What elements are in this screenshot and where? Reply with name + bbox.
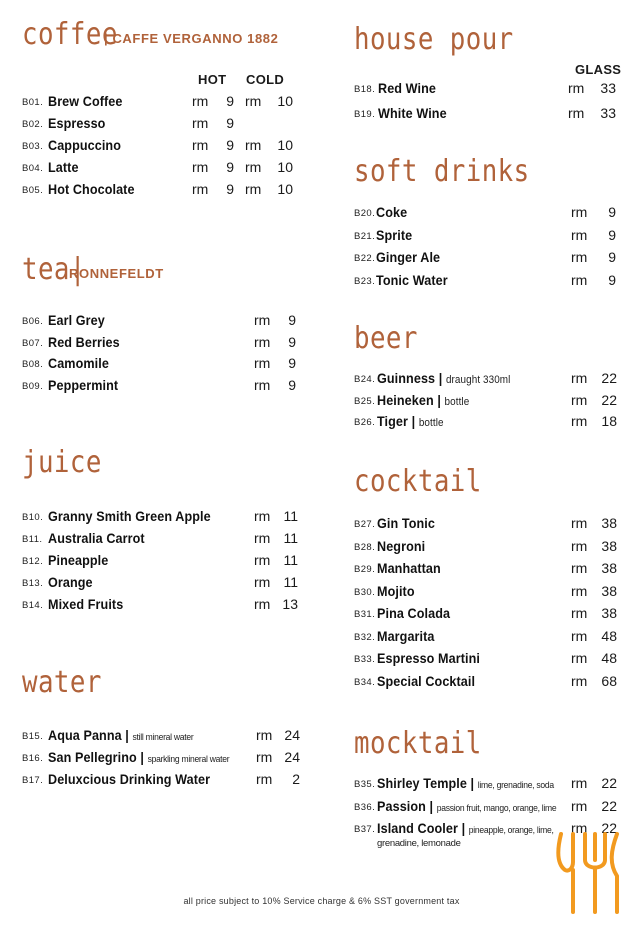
item-name [377,798,556,814]
item-name-text: Australia Carrot [48,530,145,546]
item-name-text: Red Berries [48,333,120,350]
item-note: bottle [444,395,470,408]
item-name [377,370,510,386]
item-name [48,334,120,350]
price-currency-cold: rm [245,93,262,109]
menu-item-row [22,137,312,157]
item-code: B08. [22,359,44,370]
menu-item-row [354,538,624,558]
item-price: 68 [601,672,617,689]
item-name-text: Red Wine [378,80,437,96]
item-name-text: Negroni [377,537,426,554]
item-name [48,552,108,568]
menu-item-row [22,159,312,179]
item-name-text: Mojito [377,582,415,599]
item-name: Espresso [48,115,106,131]
item-name-text: Tonic Water [376,271,448,288]
item-name-text: Guinness | [377,370,443,386]
item-name [48,771,210,787]
item-price-cold: 10 [277,93,293,109]
item-price: 9 [288,376,296,393]
section-title-coffee: coffee [22,17,118,52]
item-name-text: Earl Grey [48,312,105,328]
item-code: B01. [22,97,44,108]
item-code: B13. [22,578,44,589]
item-name-text: Espresso Martini [377,650,480,666]
menu-item-row [22,355,312,375]
item-code: B03. [22,141,44,152]
item-price: 38 [601,605,617,621]
item-name: Latte [48,159,79,175]
item-price: 11 [283,552,298,568]
section-title-water: water [22,665,102,700]
price-currency-cold: rm [245,159,262,175]
menu-item-row [22,749,312,769]
item-name-text: Orange [48,574,93,590]
item-name-text: Special Cocktail [377,672,476,689]
menu-item-row [354,249,624,269]
item-code: B29. [354,564,376,575]
item-name-text: Ginger Ale [376,249,441,265]
menu-item-row [354,105,624,125]
item-code: B05. [22,185,44,196]
item-code: B28. [354,541,376,553]
price-currency: rm [254,574,271,590]
section-title-soft-drinks: soft drinks [354,154,530,189]
item-name-text: Heineken | [377,391,441,408]
item-price-hot: 9 [226,93,234,109]
item-name [377,560,441,576]
price-currency: rm [254,530,271,546]
menu-item-row [22,377,312,397]
item-name [378,80,436,96]
item-price-hot: 9 [226,115,234,131]
item-name [48,727,193,743]
item-price: 9 [608,271,616,288]
price-currency: rm [256,727,273,743]
item-name: Hot Chocolate [48,181,135,197]
item-name-text: Granny Smith Green Apple [48,508,211,524]
price-currency: rm [571,271,588,288]
price-currency-hot: rm [192,159,209,175]
item-name [377,628,435,644]
section-title-juice: juice [22,445,102,480]
item-name [377,515,435,531]
item-price-cold: 10 [277,181,293,197]
item-code: B36. [354,801,376,813]
section-title-tea: tea| [22,252,86,287]
item-name-text: Island Cooler | [377,820,466,836]
item-code: B19. [354,109,376,120]
item-code: B14. [22,600,44,611]
item-price-hot: 9 [226,137,234,153]
item-name-text: Margarita [377,627,435,644]
price-currency-hot: rm [192,115,209,131]
item-name [48,530,145,546]
price-currency: rm [571,515,588,531]
menu-item-row [354,515,624,535]
item-code: B07. [22,337,44,349]
item-code: B12. [22,556,44,567]
item-price: 13 [282,596,298,612]
item-code: B35. [354,779,376,790]
item-name [48,312,105,328]
price-currency-cold: rm [245,137,262,153]
item-name-text: Gin Tonic [377,515,435,531]
price-currency: rm [254,508,271,524]
item-name [377,538,425,554]
item-price: 33 [600,80,616,96]
price-currency: rm [254,333,271,350]
price-currency: rm [571,226,588,243]
menu-item-row [22,727,312,747]
item-name-text: Mixed Fruits [48,596,124,612]
item-price: 24 [284,727,300,743]
price-currency: rm [256,749,273,765]
item-code: B20. [354,208,376,219]
price-currency: rm [571,370,588,386]
menu-item-row [354,650,624,670]
menu-item-row [22,312,312,332]
item-name [48,574,93,590]
item-price: 38 [601,582,617,599]
coffee-col-hot: HOT [198,72,227,87]
price-currency: rm [571,560,588,576]
item-name [377,605,450,621]
price-currency: rm [571,605,588,621]
item-code: B31. [354,609,376,620]
menu-item-row [354,80,624,100]
menu-item-row [354,775,624,795]
item-price: 38 [601,537,617,554]
menu-item-row [22,530,312,550]
item-code: B15. [22,731,44,742]
item-name [377,775,554,791]
price-currency: rm [254,552,271,568]
item-code: B37. [354,824,376,835]
menu-item-row [354,392,624,412]
item-price: 11 [283,530,298,546]
item-code: B33. [354,654,376,665]
menu-item-row [22,508,312,528]
item-price: 9 [288,355,296,371]
item-code: B34. [354,676,376,688]
item-price: 9 [608,249,616,265]
item-note: draught 330ml [445,374,511,386]
item-name-text: Coke [376,204,408,220]
item-price-hot: 9 [226,181,234,197]
item-name [48,749,229,765]
menu-item-row [22,334,312,354]
menu-item-row [354,673,624,693]
price-currency: rm [571,650,588,666]
item-price: 9 [608,226,616,243]
item-price: 9 [288,333,296,350]
item-code: B04. [22,163,44,174]
item-price: 38 [601,515,617,531]
price-currency-hot: rm [192,137,209,153]
menu-item-row [354,605,624,625]
menu-item-row [22,93,312,113]
price-currency-hot: rm [192,181,209,197]
item-name-text: Camomile [48,355,109,371]
item-name [48,355,109,371]
item-name: Brew Coffee [48,93,123,109]
item-code: B26. [354,417,376,428]
price-currency: rm [254,376,271,393]
item-price: 48 [601,650,617,666]
price-currency: rm [571,249,588,265]
menu-item-row [22,181,312,201]
item-name [48,508,211,524]
item-price: 22 [601,391,617,408]
item-name [378,105,447,121]
item-code: B02. [22,119,44,130]
item-code: B21. [354,230,376,242]
item-price-cold: 10 [277,159,293,175]
item-name [377,413,444,429]
price-currency-hot: rm [192,93,209,109]
item-code: B17. [22,775,44,786]
menu-item-row [354,798,624,818]
menu-item-row [354,628,624,648]
item-name [377,583,415,599]
item-name [376,227,412,243]
item-price: 22 [601,370,617,386]
item-code: B23. [354,275,376,287]
item-price: 24 [284,749,300,765]
section-title-house-pour: house pour [354,22,514,57]
item-name [376,204,407,220]
item-code: B24. [354,374,376,385]
price-currency: rm [256,771,273,787]
item-name-text: Pina Colada [377,605,451,621]
price-currency: rm [571,797,588,814]
tea-subtitle: RONNEFELDT [69,266,164,281]
item-name-text: White Wine [378,105,447,121]
price-currency: rm [568,105,585,121]
menu-item-row [22,574,312,594]
item-code: B18. [354,84,376,95]
item-name-text: Pineapple [48,552,109,568]
item-name-text: Deluxcious Drinking Water [48,771,211,787]
item-name [376,249,440,265]
menu-item-row [354,272,624,292]
section-title-beer: beer [354,321,418,356]
item-code: B30. [354,586,376,598]
item-note: still mineral water [132,732,194,743]
menu-item-row [354,413,624,433]
item-name [377,392,469,408]
menu-item-row [354,583,624,603]
house-pour-col-glass: GLASS [575,62,622,77]
item-note: lime, grenadine, soda [477,780,554,791]
price-currency: rm [571,672,588,689]
item-name [48,377,118,393]
menu-item-row [22,771,312,791]
item-code: B22. [354,253,376,264]
item-name [376,272,448,288]
price-currency-cold: rm [245,181,262,197]
item-code: B06. [22,316,44,327]
price-currency: rm [568,80,585,96]
item-price-hot: 9 [226,159,234,175]
section-title-cocktail: cocktail [354,464,482,499]
item-price: 22 [601,797,617,814]
price-currency: rm [571,582,588,599]
menu-item-row [22,596,312,616]
menu-item-row [354,204,624,224]
price-currency: rm [254,355,271,371]
item-note: pineapple, orange, lime, [468,825,554,836]
item-price-cold: 10 [277,137,293,153]
price-currency: rm [571,391,588,408]
coffee-col-cold: COLD [246,72,285,87]
menu-item-row [22,552,312,572]
item-price: 38 [601,560,617,576]
item-code: B32. [354,631,376,643]
item-code: B09. [22,380,44,392]
item-price: 9 [288,312,296,328]
menu-item-row [354,227,624,247]
item-name-text: Manhattan [377,560,441,576]
item-price: 22 [601,820,617,836]
item-code: B27. [354,519,376,530]
item-name [377,650,480,666]
item-note: sparkling mineral water [147,754,230,765]
item-price: 11 [283,574,298,590]
price-currency: rm [571,413,588,429]
item-price: 11 [283,508,298,524]
price-currency: rm [571,775,588,791]
section-title-mocktail: mocktail [354,726,482,761]
item-code: B16. [22,753,44,764]
price-currency: rm [571,204,588,220]
item-name [377,673,475,689]
item-code: B11. [22,534,43,545]
item-name-text: San Pellegrino | [48,749,144,765]
price-currency: rm [571,820,588,836]
price-currency: rm [571,627,588,644]
item-code: B25. [354,395,376,407]
item-price: 18 [601,413,617,429]
item-price: 48 [601,627,617,644]
menu-item-row [354,370,624,390]
price-currency: rm [254,312,271,328]
menu-item-row [354,560,624,580]
item-name-text: Shirley Temple | [377,775,475,791]
item-price: 22 [601,775,617,791]
item-name-text: Aqua Panna | [48,727,129,743]
item-price: 33 [600,105,616,121]
item-price: 9 [608,204,616,220]
item-name [48,596,123,612]
item-note-line2: grenadine, lemonade [377,838,461,849]
item-name: Cappuccino [48,137,122,153]
price-currency: rm [254,596,271,612]
coffee-subtitle: | CAFFE VERGANNO 1882 [104,31,279,46]
item-price: 2 [292,771,300,787]
item-note: bottle [418,417,444,429]
footer-note: all price subject to 10% Service charge & 6% SST government tax [183,896,460,906]
item-name [377,820,554,836]
item-name-text: Sprite [376,226,413,243]
item-name-text: Passion | [377,797,434,814]
price-currency: rm [571,537,588,554]
item-name-text: Tiger | [377,413,416,429]
item-name-text: Peppermint [48,376,119,393]
item-note: passion fruit, mango, orange, lime [436,802,557,814]
menu-item-row [22,115,312,135]
item-code: B10. [22,512,44,523]
